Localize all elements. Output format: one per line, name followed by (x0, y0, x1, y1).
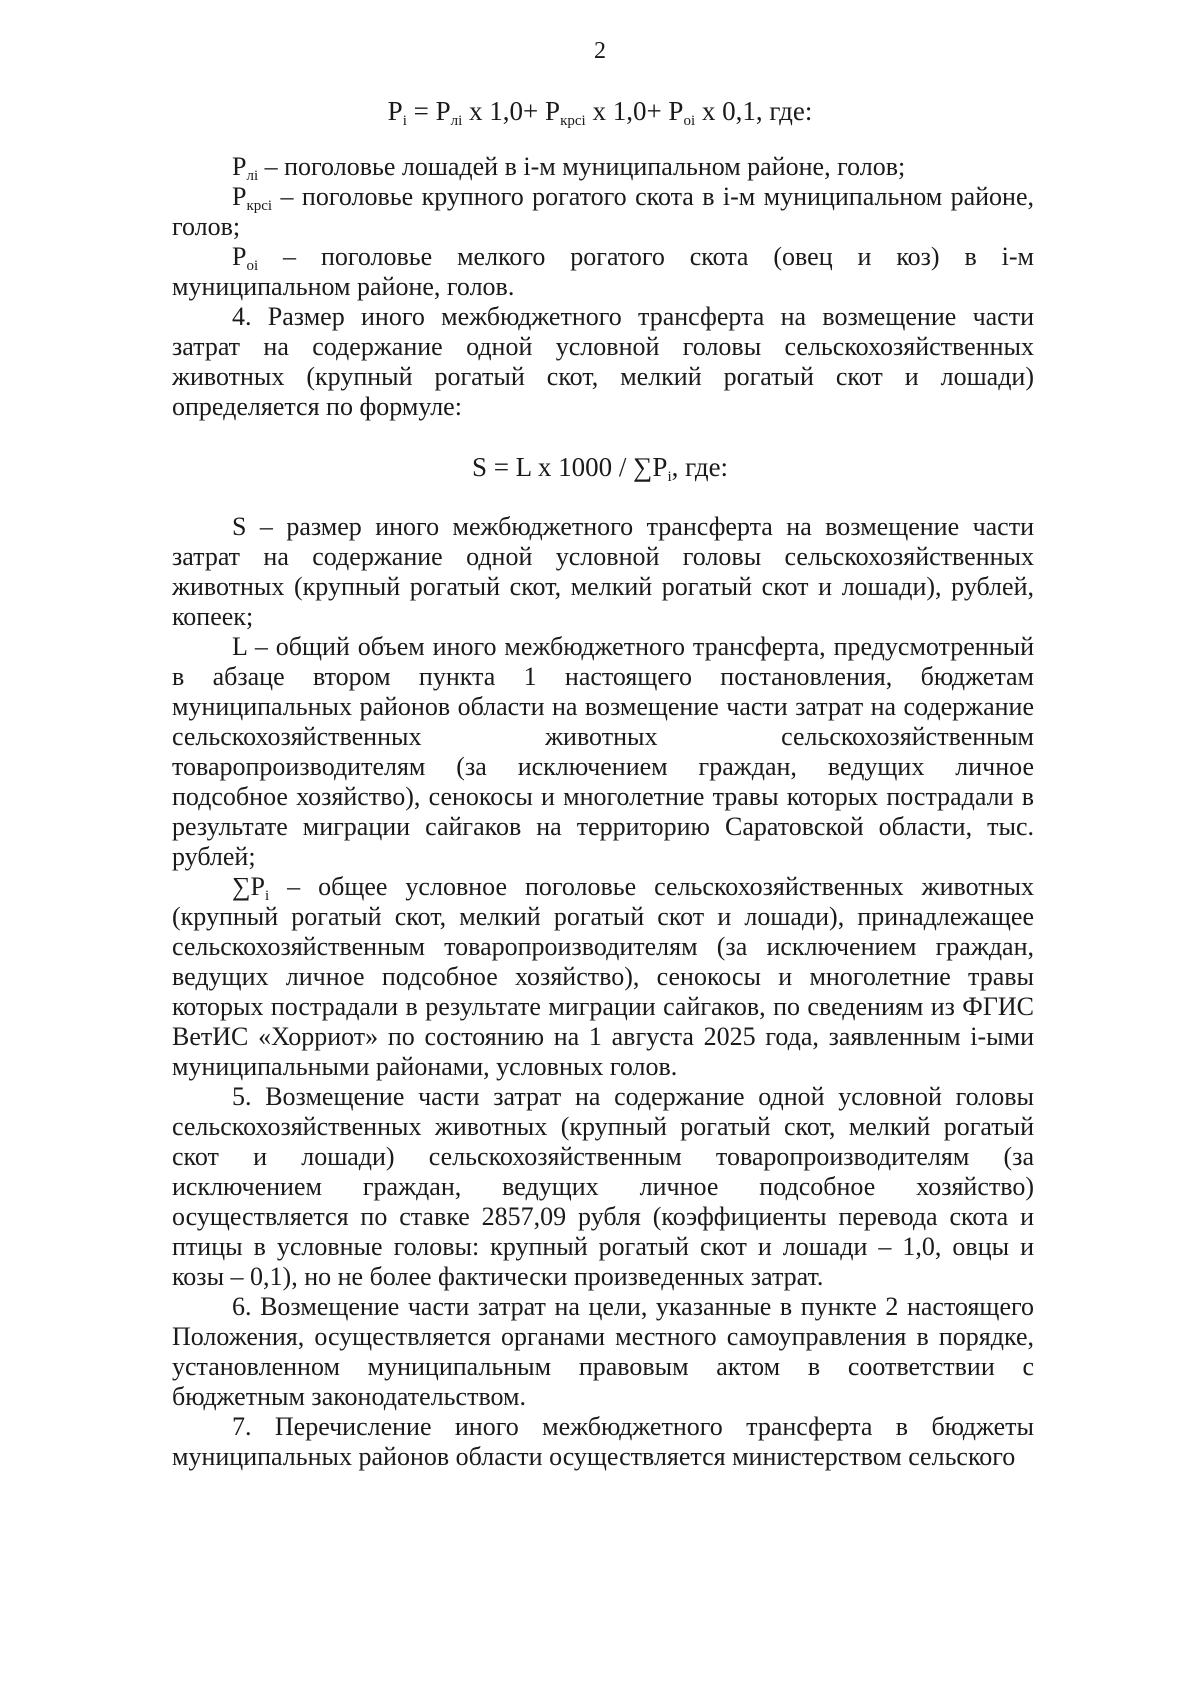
definition-sum-subscript: i (265, 888, 270, 904)
formula-s-tail: , где: (671, 452, 729, 482)
definition-sum-text: – общее условное поголовье сельскохозяйственных животных (крупный рогатый скот, мелкий рогатый скот и лошади), принадлежащее сельскохозяйственным товаропроизводителям (за исключением граждан, ведущих личное подсобное хозяйство), сенокосы и многолетние травы которых пострадали в результате миграции сайгаков, по сведениям из ФГИС ВетИС «Хорриот» по состоянию на 1 августа 2025 года, заявленным i-ыми муниципальными районами, условных голов. (172, 872, 1034, 1081)
formula-s (0, 452, 1200, 483)
formula-p-sub: i (402, 113, 407, 129)
definition-s: S – размер иного межбюджетного трансферта на возмещение части затрат на содержание одной условной головы сельскохозяйственных животных (крупный рогатый скот, мелкий рогатый скот и лошади), рублей, копеек; (172, 512, 1034, 631)
text-block-1 (172, 152, 1034, 422)
definition-p-l (172, 152, 1034, 182)
definition-p-o-symbol: P (232, 242, 247, 271)
formula-part-3: x 1,0+ (585, 96, 669, 126)
formula-part-2: x 1,0+ (462, 96, 546, 126)
definition-p-o-text: – поголовье мелкого рогатого скота (овец и коз) в i-м муниципальном районе, голов. (172, 242, 1034, 301)
formula-p-krs-sub: крсi (560, 113, 586, 129)
formula-p: P (387, 96, 403, 126)
definition-p-krs-text: – поголовье крупного рогатого скота в i-м муниципальном районе, голов; (172, 182, 1034, 241)
definition-p-krs-symbol: P (232, 182, 247, 211)
formula-part-1: = (406, 96, 436, 126)
definition-sum-p (172, 872, 1034, 1082)
definition-l: L – общий объем иного межбюджетного трансферта, предусмотренный в абзаце втором пункта 1 настоящего постановления, бюджетам муниципальных районов области на возмещение части затрат на содержание сельскохозяйственных животных сельскохозяйственным товаропроизводителям (за исключением граждан, ведущих личное подсобное хозяйство), сенокосы и многолетние травы которых пострадали в результате миграции сайгаков на территорию Саратовской области, тыс. рублей; (172, 632, 1034, 871)
formula-p-l-sub: лi (450, 113, 463, 129)
formula-p-o: P (668, 96, 684, 126)
formula-p-l: P (435, 96, 451, 126)
formula-part-4: x 0,1, где: (695, 96, 813, 126)
paragraph-4: 4. Размер иного межбюджетного трансферта на возмещение части затрат на содержание одной условной головы сельскохозяйственных животных (крупный рогатый скот, мелкий рогатый скот и лошади) определяется по формуле: (172, 302, 1034, 421)
formula-s-sub: i (667, 469, 672, 485)
formula-p-krs: P (545, 96, 561, 126)
definition-p-krs (172, 182, 1034, 242)
definition-p-krs-subscript: крсi (246, 198, 273, 214)
definition-p-l-text: – поголовье лошадей в i-м муниципальном районе, голов; (258, 152, 906, 181)
formula-s-main: S = L x 1000 / ∑P (471, 452, 668, 482)
text-block-2 (172, 512, 1034, 1472)
page-number: 2 (594, 38, 606, 64)
definition-sum-symbol: ∑P (232, 872, 265, 901)
formula-p-o-sub: оi (683, 113, 696, 129)
definition-p-o (172, 242, 1034, 302)
formula-p-i (0, 96, 1200, 127)
definition-p-o-subscript: оi (246, 258, 259, 274)
definition-p-l-symbol: P (232, 152, 247, 181)
paragraph-7: 7. Перечисление иного межбюджетного трансферта в бюджеты муниципальных районов области осуществляется министерством сельского (172, 1412, 1034, 1471)
definition-p-l-subscript: лi (246, 168, 259, 184)
paragraph-5: 5. Возмещение части затрат на содержание одной условной головы сельскохозяйственных животных (крупный рогатый скот, мелкий рогатый скот и лошади) сельскохозяйственным товаропроизводителям (за исключением граждан, ведущих личное подсобное хозяйство) осуществляется по ставке 2857,09 рубля (коэффициенты перевода скота и птицы в условные головы: крупный рогатый скот и лошади – 1,0, овцы и козы – 0,1), но не более фактически произведенных затрат. (172, 1082, 1034, 1291)
paragraph-6: 6. Возмещение части затрат на цели, указанные в пункте 2 настоящего Положения, осуществляется органами местного самоуправления в порядке, установленном муниципальным правовым актом в соответствии с бюджетным законодательством. (172, 1292, 1034, 1411)
